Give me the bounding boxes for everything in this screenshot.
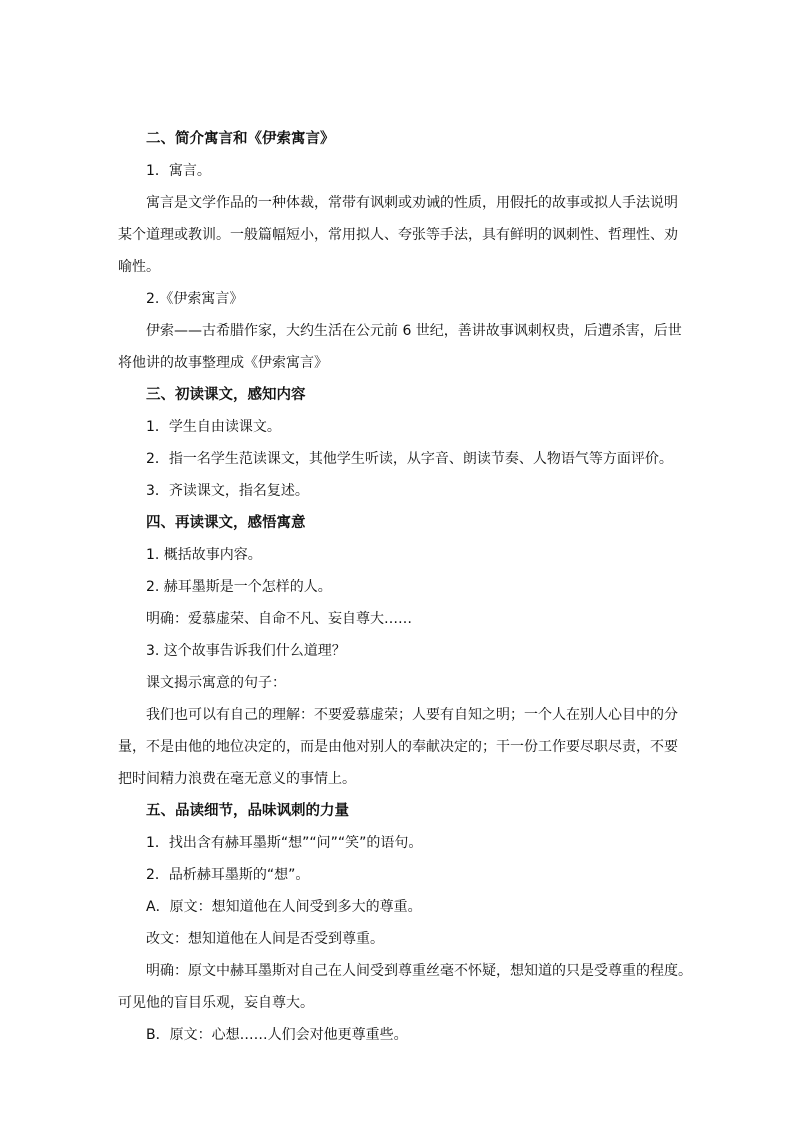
section-heading-intro-fable: 二、简介寓言和《伊索寓言》	[146, 130, 335, 147]
answer-line: 明确：爱慕虚荣、自命不凡、妄自尊大……	[146, 611, 412, 627]
list-item: 1．学生自由读课文。	[146, 419, 281, 435]
section-heading-reread: 四、再读课文，感悟寓意	[146, 514, 306, 531]
section-heading-details: 五、品读细节，品味讽刺的力量	[146, 802, 349, 819]
paragraph-line: 伊索——古希腊作家，大约生活在公元前 6 世纪，善讲故事讽刺权贵，后遭杀害，后世	[146, 323, 682, 339]
paragraph-line: 明确：原文中赫耳墨斯对自己在人间受到尊重丝毫不怀疑，想知道的只是受尊重的程度。	[146, 963, 692, 979]
list-item: 2．品析赫耳墨斯的“想”。	[146, 867, 310, 883]
paragraph-line: 可见他的盲目乐观，妄自尊大。	[118, 995, 314, 1011]
list-item: 3．齐读课文，指名复述。	[146, 483, 309, 499]
paragraph-line: 寓言是文学作品的一种体裁，常带有讽刺或劝诫的性质，用假托的故事或拟人手法说明	[146, 195, 678, 211]
list-item: 1. 概括故事内容。	[146, 547, 262, 563]
list-item: A．原文：想知道他在人间受到多大的尊重。	[146, 899, 422, 915]
list-item-fable: 1．寓言。	[146, 163, 211, 179]
list-item: B．原文：心想……人们会对他更尊重些。	[146, 1027, 408, 1043]
paragraph-line: 某个道理或教训。一般篇幅短小，常用拟人、夸张等手法，具有鲜明的讽刺性、哲理性、劝	[118, 227, 678, 243]
paragraph-line: 量，不是由他的地位决定的，而是由他对别人的奉献决定的；干一份工作要尽职尽责，不要	[118, 739, 678, 755]
paragraph-line: 把时间精力浪费在毫无意义的事情上。	[118, 771, 356, 787]
text-line: 改文：想知道他在人间是否受到尊重。	[146, 931, 384, 947]
paragraph-line: 将他讲的故事整理成《伊索寓言》	[118, 355, 328, 371]
paragraph-line: 喻性。	[118, 259, 160, 275]
list-item-aesop: 2.《伊索寓言》	[146, 291, 244, 307]
section-heading-first-reading: 三、初读课文，感知内容	[146, 386, 306, 403]
list-item: 2. 赫耳墨斯是一个怎样的人。	[146, 579, 332, 595]
list-item: 3. 这个故事告诉我们什么道理？	[146, 643, 346, 659]
list-item: 2．指一名学生范读课文，其他学生听读，从字音、朗读节奏、人物语气等方面评价。	[146, 451, 673, 467]
text-line: 课文揭示寓意的句子：	[146, 675, 286, 691]
paragraph-line: 我们也可以有自己的理解：不要爱慕虚荣；人要有自知之明；一个人在别人心目中的分	[146, 707, 678, 723]
list-item: 1．找出含有赫耳墨斯“想”“问”“笑”的语句。	[146, 835, 423, 851]
